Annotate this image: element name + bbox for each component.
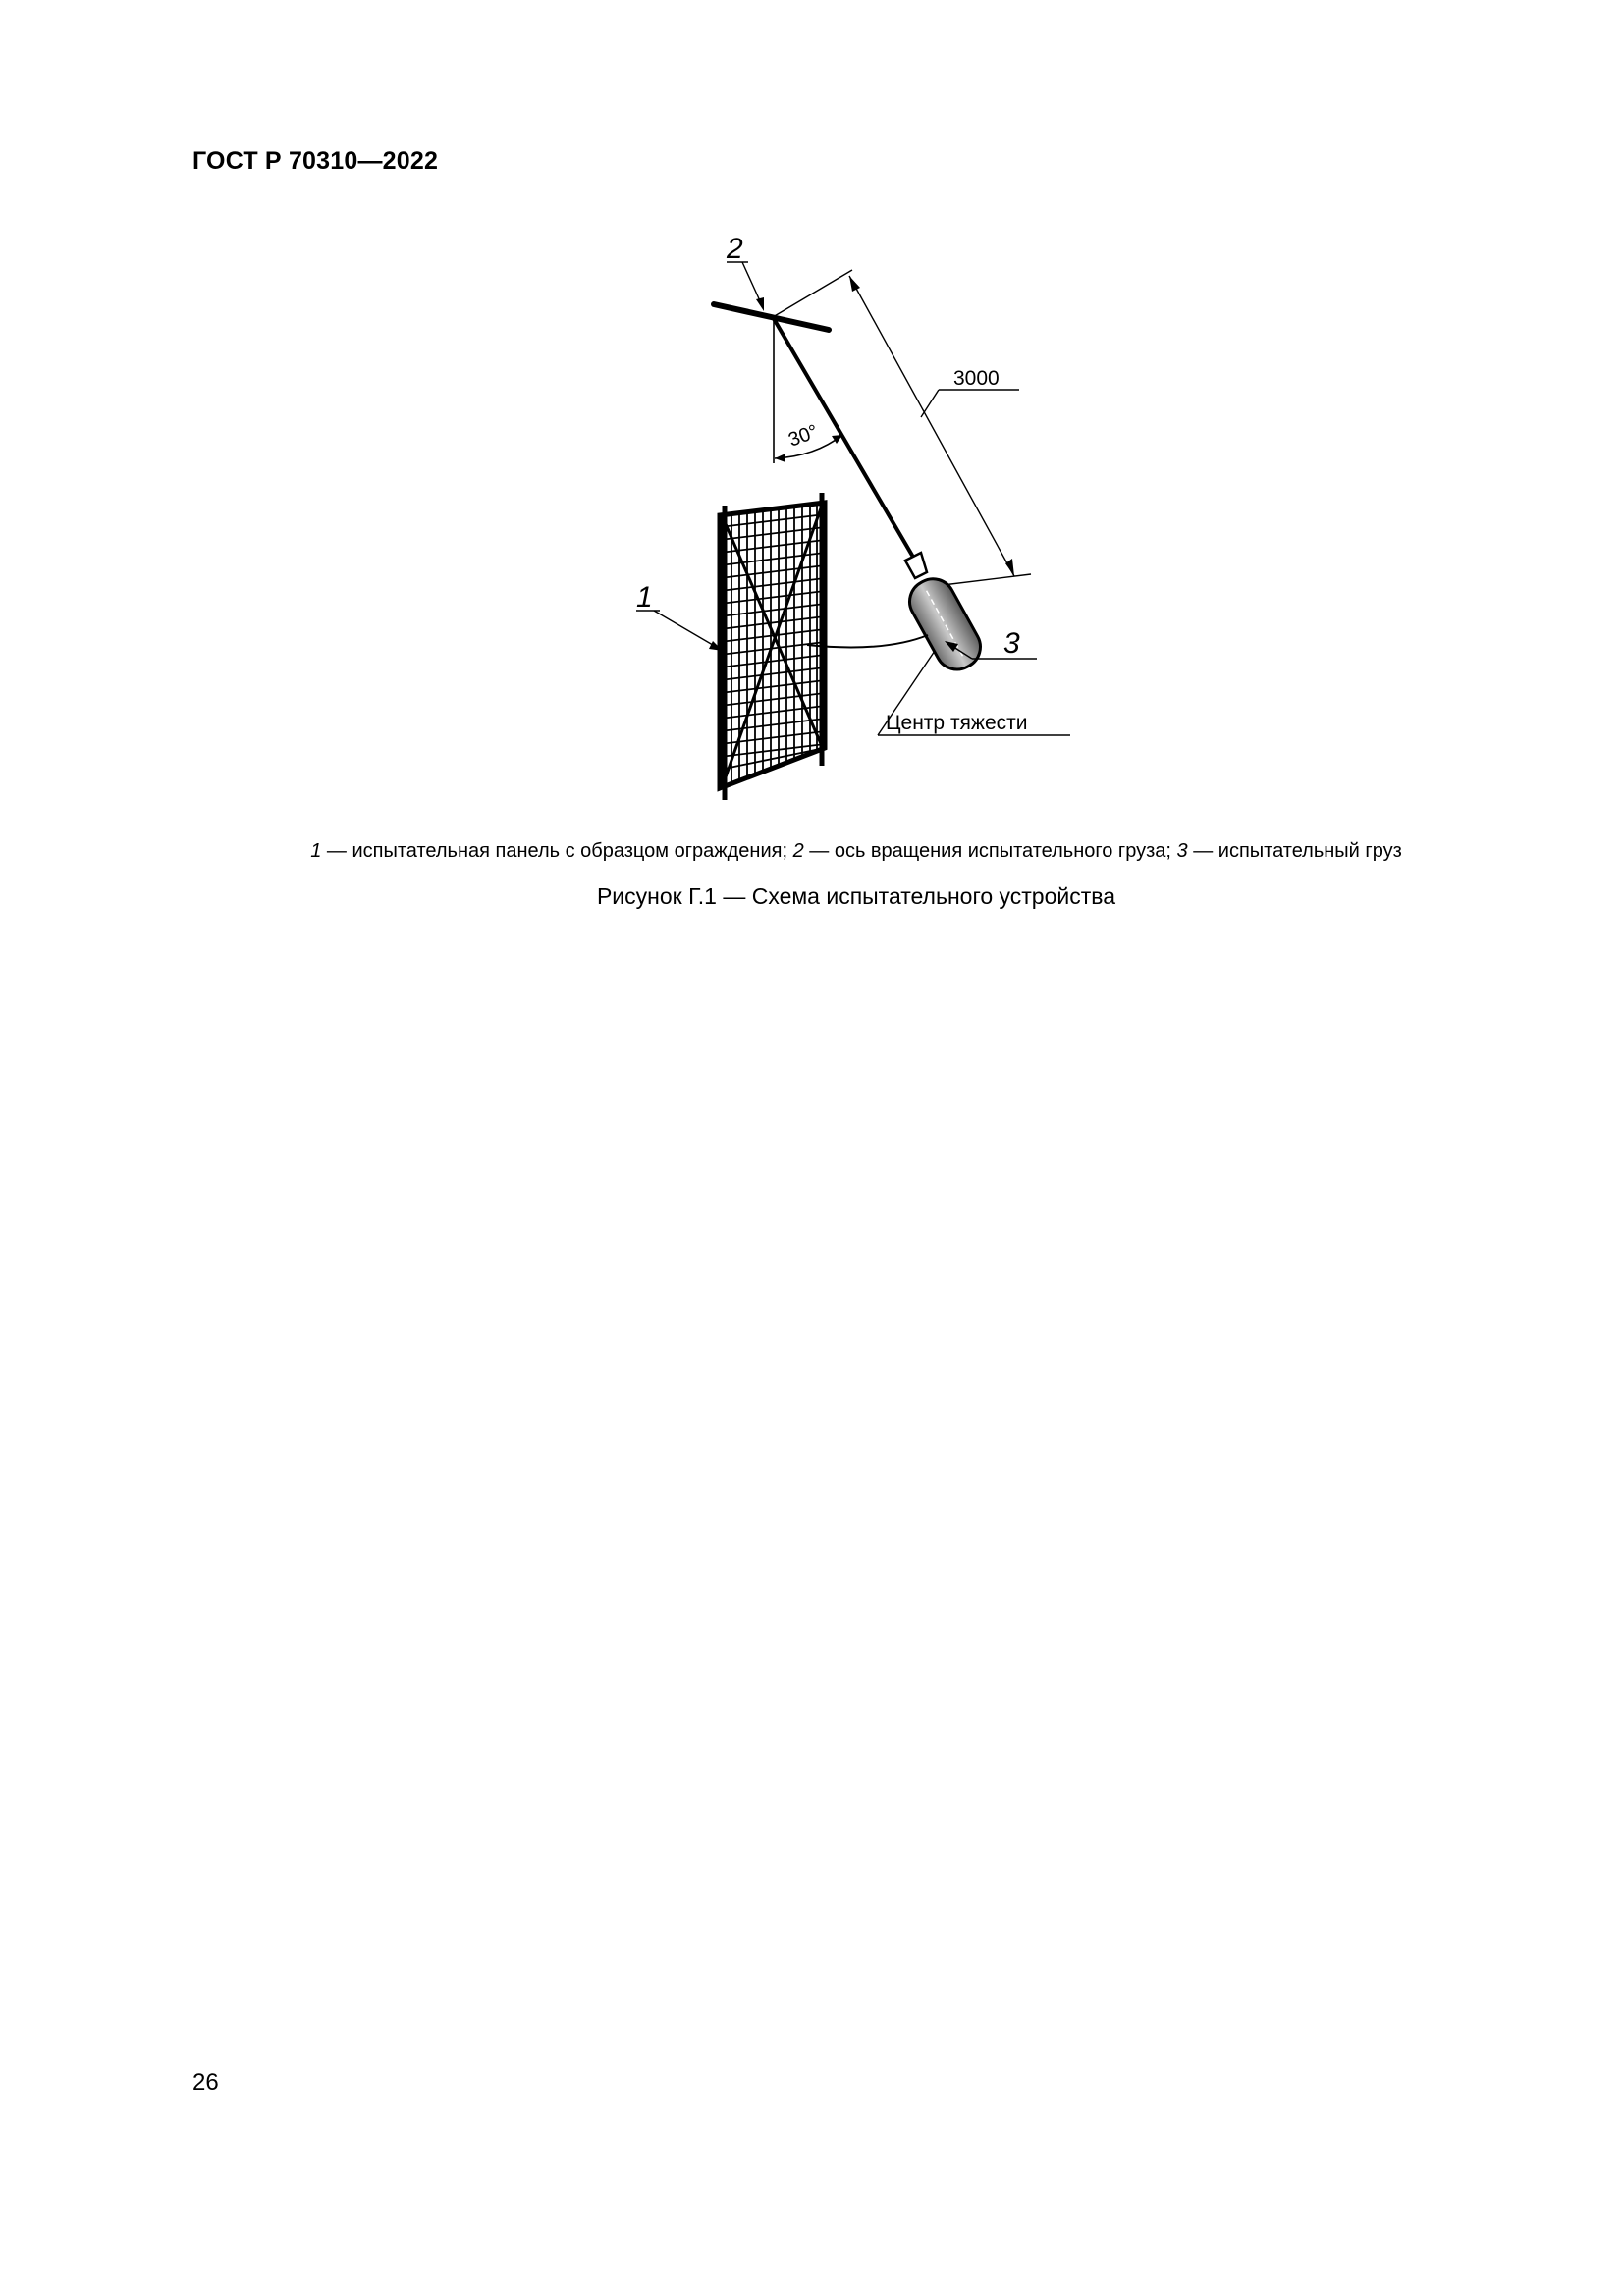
- dimension-label: 3000: [953, 367, 1000, 390]
- center-of-gravity-label: Центр тяжести: [886, 712, 1028, 734]
- legend-num-2: 2: [792, 840, 804, 862]
- legend-text-2: — ось вращения испытательного груза;: [803, 840, 1177, 862]
- callout-3-label: 3: [1003, 627, 1020, 660]
- callout-1: [636, 611, 723, 651]
- legend-text-1: — испытательная панель с образцом ограждения;: [321, 840, 793, 862]
- callout-1-label: 1: [636, 581, 653, 614]
- test-device-diagram: [589, 221, 1100, 810]
- legend-num-3: 3: [1176, 840, 1188, 862]
- angle-label: 30°: [785, 420, 822, 452]
- callout-2-label: 2: [727, 233, 743, 265]
- figure-legend: [0, 840, 1624, 863]
- callout-2: [727, 262, 764, 311]
- legend-num-1: 1: [310, 840, 322, 862]
- document-header: ГОСТ Р 70310—2022: [192, 147, 439, 175]
- rotation-axis: [714, 304, 829, 330]
- test-panel: [720, 493, 825, 800]
- figure-caption: Рисунок Г.1 — Схема испытательного устройства: [596, 883, 1116, 909]
- legend-text-3: — испытательный груз: [1187, 840, 1402, 862]
- page-number: 26: [192, 2069, 219, 2096]
